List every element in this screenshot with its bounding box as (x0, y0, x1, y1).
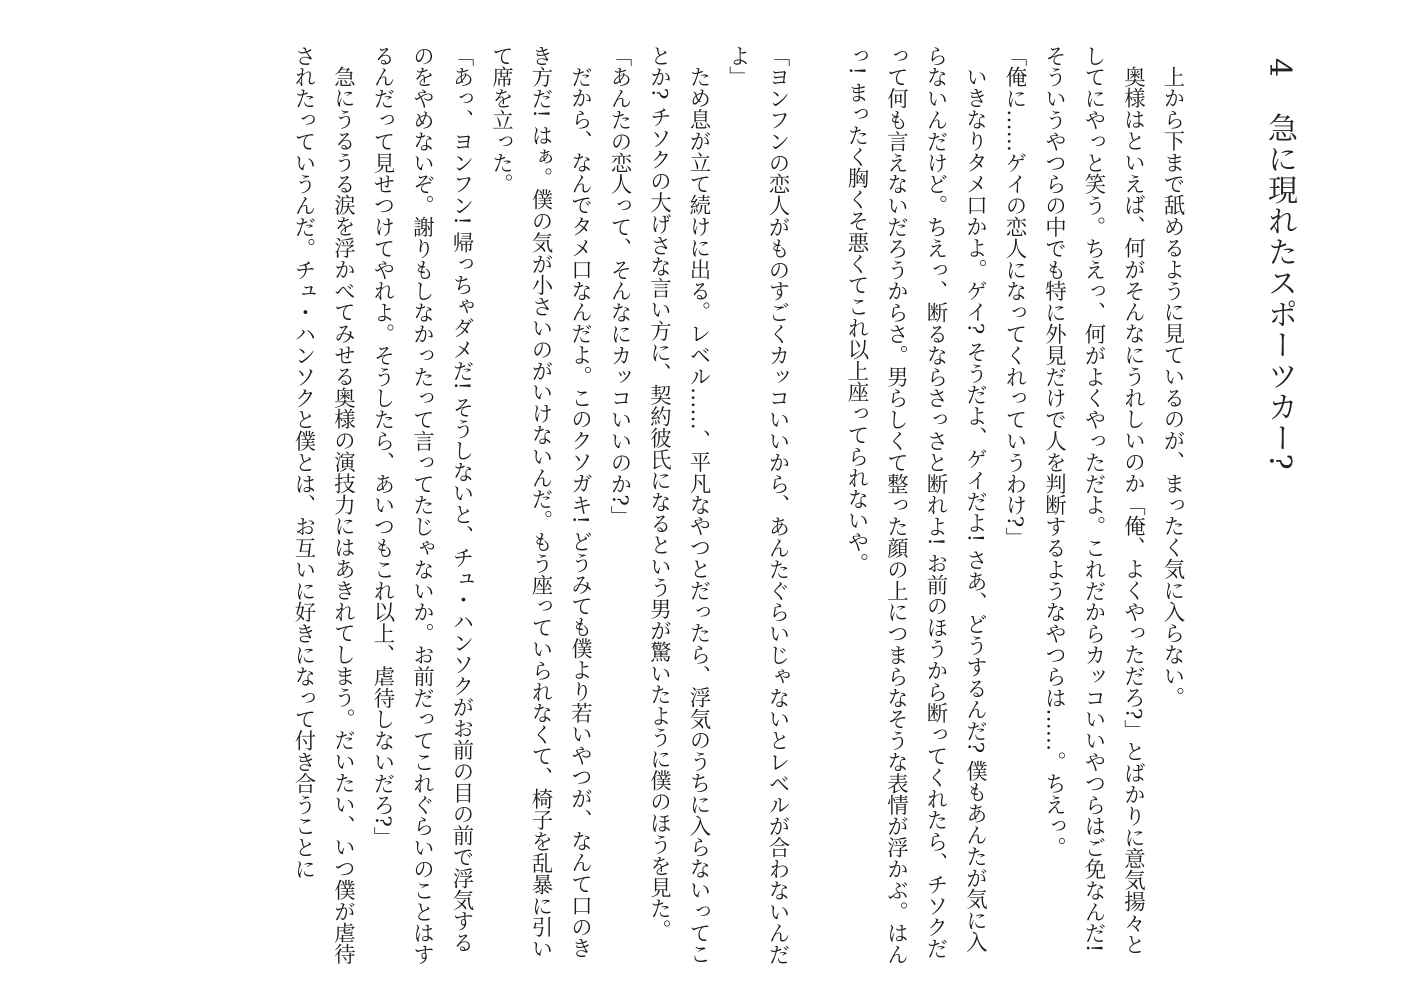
paragraph: ため息が立て続けに出る。レベル……、平凡なやつとだったら、浮気のうちに入らないってことか? チソクの大げさな言い方に、契約彼氏になるという男が驚いたように僕のほうを見た。 (646, 45, 711, 966)
dialogue-line: 「俺に……ゲイの恋人になってくれっていうわけ?」 (1002, 45, 1027, 549)
chapter-heading (1259, 58, 1299, 958)
chapter-title: 急に現れたスポーツカー? (1262, 112, 1297, 471)
dialogue-line: 「あっ、ヨンフン! 帰っちゃダメだ! そうしないと、チュ・ハンソクがお前の目の前で浮気するのをやめないぞ。謝りもしなかったって言ってたじゃないか。お前だってこれぐらいのことはするんだって見せつけてやれよ。そうしたら、あいつもこれ以上、虐待しないだろ?」 (370, 45, 474, 966)
paragraph: 上から下まで舐めるように見ているのが、まったく気に入らない。 (1160, 66, 1185, 709)
paragraph: 奥様はといえば、何がそんなにうれしいのか「俺、よくやっただろ?」とばかりに意気揚々としてにやっと笑う。ちえっ、何がよくやっただよ。これだからカッコいいやつらはご免なんだ! そういうやつらの中でも特に外見だけで人を判断するようなやつらは……。ちえっ。 (1041, 45, 1146, 956)
paragraph: 急にうるうる涙を浮かべてみせる奥様の演技力にはあきれてしまう。だいたい、いつ僕が虐待されたっていうんだ。チュ・ハンソクと僕とは、お互いに好きになって付き合うことに (291, 45, 356, 966)
vertical-body-text (42, 45, 1192, 970)
dialogue-line: 「あんたの恋人って、そんなにカッコいいのか?」 (607, 45, 632, 528)
chapter-number: 4 (1262, 58, 1297, 79)
dialogue-line: 「ヨンフンの恋人がものすごくカッコいいから、あんたぐらいじゃないとレベルが合わないんだよ」 (725, 45, 790, 966)
scene-gap (797, 45, 837, 970)
paragraph: いきなりタメ口かよ。ゲイ? そうだよ、ゲイだよ! さあ、どうするんだ? 僕もあんたが気に入らないんだけど。ちえっ、断るならさっさと断れよ! お前のほうから断ってくれたら、チソクだって何も言えないだろうからさ。男らしくて整った顔の上につまらなそうな表情が浮かぶ。はんっ! まったく胸くそ悪くてこれ以上座ってられないや。 (844, 45, 988, 966)
paragraph: だから、なんでタメ口なんだよ。このクソガキ! どうみても僕より若いやつが、なんて口のきき方だ! はぁ。僕の気が小さいのがいけないんだ。もう座っていられなくて、椅子を乱暴に引いて席を立った。 (488, 45, 593, 960)
